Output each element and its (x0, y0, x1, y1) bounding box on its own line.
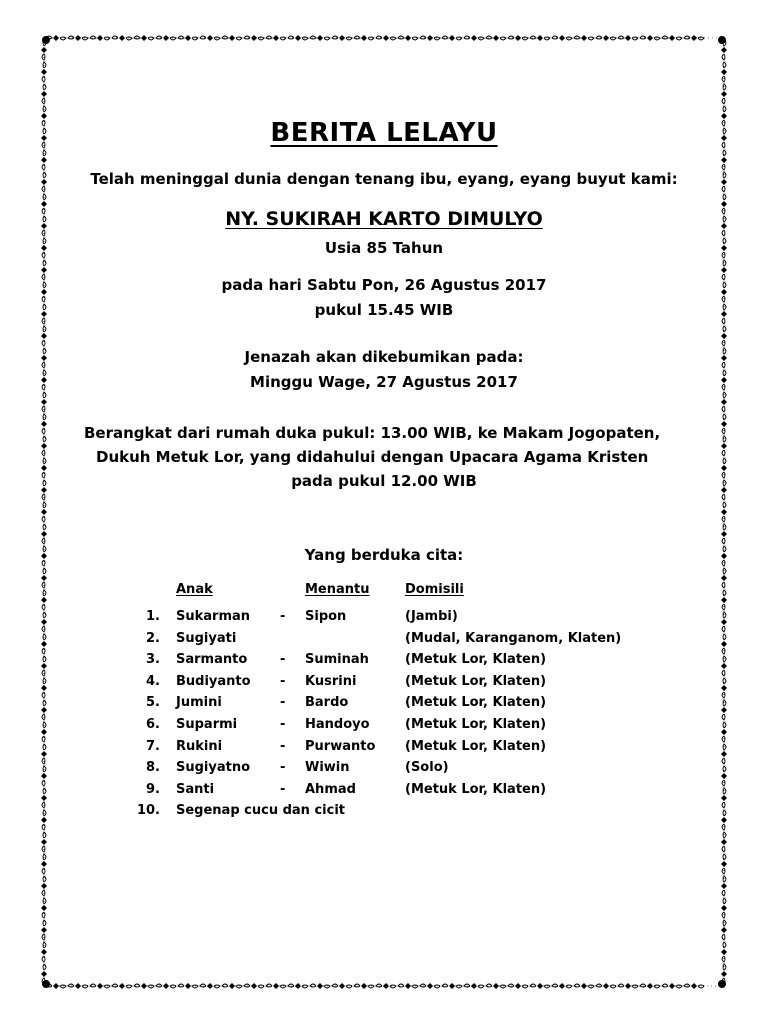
column-header-child: Anak (176, 582, 213, 597)
family-row (0, 803, 768, 825)
child-name: Jumini (176, 695, 222, 711)
departure-line-3: pada pukul 12.00 WIB (291, 472, 477, 490)
separator-dash: - (280, 716, 286, 732)
row-number: 1. (146, 609, 160, 624)
death-time: pukul 15.45 WIB (314, 301, 454, 319)
column-header-in-law: Menantu (305, 582, 370, 597)
family-row (0, 695, 768, 717)
in-law-name: Sipon (305, 609, 347, 624)
family-row (0, 652, 768, 674)
domicile: (Metuk Lor, Klaten) (405, 716, 547, 732)
in-law-name: Wiwin (305, 760, 350, 776)
separator-dash: - (280, 673, 286, 689)
row-number: 2. (146, 630, 160, 646)
separator-dash: - (280, 695, 286, 711)
separator-dash: - (280, 760, 286, 776)
in-law-name: Bardo (305, 695, 349, 711)
in-law-name: Kusrini (305, 673, 357, 689)
deceased-name: NY. SUKIRAH KARTO DIMULYO (225, 208, 543, 230)
departure-line-2: Dukuh Metuk Lor, yang didahului dengan Upacara Agama Kristen (96, 448, 649, 466)
child-name: Sugiyati (176, 630, 237, 646)
child-name: Budiyanto (176, 673, 251, 689)
separator-dash: - (280, 652, 286, 668)
child-name: Suparmi (176, 716, 238, 732)
row-number: 9. (146, 781, 160, 797)
domicile: (Metuk Lor, Klaten) (405, 695, 547, 711)
domicile: (Metuk Lor, Klaten) (405, 781, 547, 797)
separator-dash: - (280, 781, 286, 797)
child-name: Rukini (176, 738, 223, 754)
column-header-domicile: Domisili (405, 582, 464, 597)
child-name: Segenap cucu dan cicit (176, 803, 346, 819)
intro-text: Telah meninggal dunia dengan tenang ibu, eyang, eyang buyut kami: (90, 170, 678, 188)
child-name: Sugiyatno (176, 760, 251, 776)
family-row (0, 717, 768, 739)
in-law-name: Suminah (305, 652, 369, 668)
domicile: (Metuk Lor, Klaten) (405, 738, 547, 754)
domicile: (Jambi) (405, 609, 458, 624)
family-row (0, 674, 768, 696)
family-list (0, 609, 768, 825)
row-number: 4. (146, 673, 160, 689)
child-name: Sarmanto (176, 652, 248, 668)
domicile: (Metuk Lor, Klaten) (405, 652, 547, 668)
separator-dash: - (280, 609, 286, 624)
departure-line-1: Berangkat dari rumah duka pukul: 13.00 WIB, ke Makam Jogopaten, (84, 424, 661, 442)
in-law-name: Handoyo (305, 716, 370, 732)
document-title: BERITA LELAYU (270, 118, 498, 148)
in-law-name: Ahmad (305, 781, 356, 797)
family-row (0, 609, 768, 631)
family-row (0, 739, 768, 761)
row-number: 5. (146, 695, 160, 711)
in-law-name: Purwanto (305, 738, 376, 754)
mourners-label: Yang berduka cita: (304, 546, 464, 564)
deceased-age: Usia 85 Tahun (324, 239, 444, 257)
child-name: Santi (176, 781, 215, 797)
burial-label: Jenazah akan dikebumikan pada: (244, 348, 524, 366)
row-number: 10. (136, 803, 160, 819)
domicile: (Solo) (405, 760, 449, 776)
family-row (0, 782, 768, 804)
domicile: (Mudal, Karanganom, Klaten) (405, 630, 622, 646)
family-row (0, 760, 768, 782)
death-day: pada hari Sabtu Pon, 26 Agustus 2017 (221, 276, 547, 294)
row-number: 3. (146, 652, 160, 668)
child-name: Sukarman (176, 609, 251, 624)
burial-date: Minggu Wage, 27 Agustus 2017 (250, 373, 518, 391)
row-number: 7. (146, 738, 160, 754)
family-row (0, 631, 768, 653)
row-number: 6. (146, 716, 160, 732)
row-number: 8. (146, 760, 160, 776)
separator-dash: - (280, 738, 286, 754)
domicile: (Metuk Lor, Klaten) (405, 673, 547, 689)
